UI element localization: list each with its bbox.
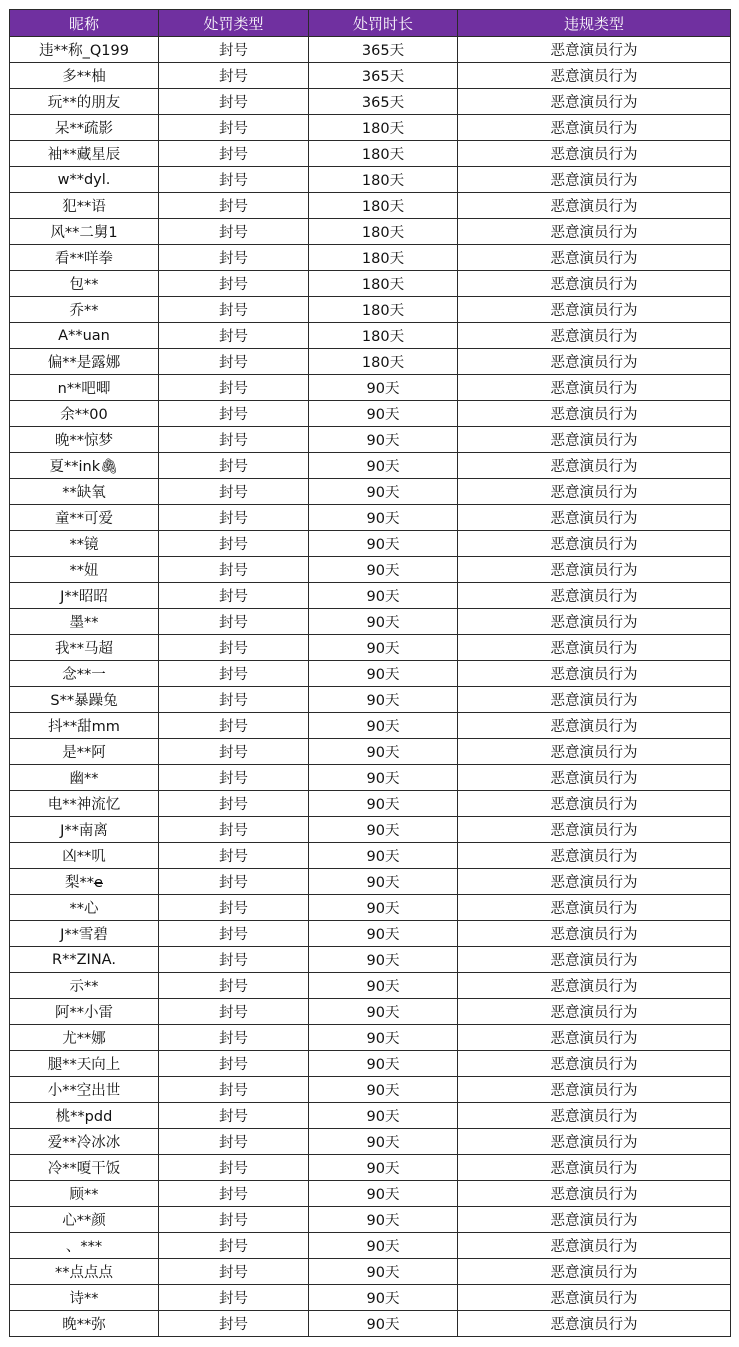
violation-type-cell: 恶意演员行为 [458, 1103, 731, 1129]
violation-type-cell: 恶意演员行为 [458, 791, 731, 817]
violation-type-cell: 恶意演员行为 [458, 271, 731, 297]
violation-type-cell: 恶意演员行为 [458, 765, 731, 791]
penalty-type-cell: 封号 [159, 557, 309, 583]
violation-type-cell: 恶意演员行为 [458, 349, 731, 375]
nickname-cell: 呆**疏影 [10, 115, 159, 141]
penalty-duration-cell: 180天 [309, 297, 458, 323]
violation-type-cell: 恶意演员行为 [458, 635, 731, 661]
penalty-type-cell: 封号 [159, 635, 309, 661]
penalty-duration-cell: 90天 [309, 479, 458, 505]
penalty-duration-cell: 180天 [309, 245, 458, 271]
table-row [10, 89, 731, 115]
violation-type-cell: 恶意演员行为 [458, 453, 731, 479]
nickname-cell: 夏**ink🖇 [10, 453, 159, 479]
violation-type-cell: 恶意演员行为 [458, 89, 731, 115]
table-row [10, 1285, 731, 1311]
nickname-cell: 顾** [10, 1181, 159, 1207]
nickname-cell: 念**一 [10, 661, 159, 687]
table-row [10, 895, 731, 921]
nickname-cell: w**dyl. [10, 167, 159, 193]
violation-type-cell: 恶意演员行为 [458, 1025, 731, 1051]
penalty-duration-cell: 90天 [309, 1129, 458, 1155]
penalty-type-cell: 封号 [159, 505, 309, 531]
penalty-type-cell: 封号 [159, 1259, 309, 1285]
nickname-cell: 墨** [10, 609, 159, 635]
penalty-duration-cell: 90天 [309, 635, 458, 661]
nickname-cell: 梨**e̶ [10, 869, 159, 895]
nickname-cell: 凶**叽 [10, 843, 159, 869]
violation-type-cell: 恶意演员行为 [458, 1155, 731, 1181]
violation-type-cell: 恶意演员行为 [458, 869, 731, 895]
penalty-type-cell: 封号 [159, 453, 309, 479]
penalty-type-cell: 封号 [159, 895, 309, 921]
header-nickname: 昵称 [10, 10, 159, 37]
violation-type-cell: 恶意演员行为 [458, 687, 731, 713]
nickname-cell: 包** [10, 271, 159, 297]
penalty-type-cell: 封号 [159, 1051, 309, 1077]
table-row [10, 583, 731, 609]
penalty-type-cell: 封号 [159, 1155, 309, 1181]
violation-type-cell: 恶意演员行为 [458, 401, 731, 427]
penalty-type-cell: 封号 [159, 1311, 309, 1337]
violation-type-cell: 恶意演员行为 [458, 193, 731, 219]
table-row [10, 973, 731, 999]
nickname-cell: 、*** [10, 1233, 159, 1259]
violation-type-cell: 恶意演员行为 [458, 609, 731, 635]
penalty-type-cell: 封号 [159, 609, 309, 635]
nickname-cell: 是**阿 [10, 739, 159, 765]
nickname-cell: 晚**惊梦 [10, 427, 159, 453]
table-row [10, 1129, 731, 1155]
violation-type-cell: 恶意演员行为 [458, 1285, 731, 1311]
nickname-cell: 抖**甜mm [10, 713, 159, 739]
nickname-cell: 风**二舅1 [10, 219, 159, 245]
table-row [10, 115, 731, 141]
violation-type-cell: 恶意演员行为 [458, 167, 731, 193]
table-row [10, 219, 731, 245]
table-row [10, 1103, 731, 1129]
table-row [10, 401, 731, 427]
violation-type-cell: 恶意演员行为 [458, 739, 731, 765]
penalty-type-cell: 封号 [159, 739, 309, 765]
nickname-cell: 袖**藏星辰 [10, 141, 159, 167]
violation-type-cell: 恶意演员行为 [458, 947, 731, 973]
penalty-duration-cell: 90天 [309, 1207, 458, 1233]
nickname-cell: **缺氧 [10, 479, 159, 505]
penalty-type-cell: 封号 [159, 661, 309, 687]
table-row [10, 687, 731, 713]
penalty-duration-cell: 90天 [309, 1311, 458, 1337]
penalty-type-cell: 封号 [159, 1285, 309, 1311]
violation-type-cell: 恶意演员行为 [458, 1207, 731, 1233]
penalty-duration-cell: 90天 [309, 427, 458, 453]
penalty-duration-cell: 90天 [309, 583, 458, 609]
penalty-duration-cell: 90天 [309, 1181, 458, 1207]
table-row [10, 1025, 731, 1051]
nickname-cell: 违**称_Q199 [10, 37, 159, 63]
header-penalty-type: 处罚类型 [159, 10, 309, 37]
table-row [10, 271, 731, 297]
table-row [10, 141, 731, 167]
penalty-type-cell: 封号 [159, 271, 309, 297]
violation-type-cell: 恶意演员行为 [458, 1181, 731, 1207]
penalty-type-cell: 封号 [159, 167, 309, 193]
nickname-cell: R**ZINA. [10, 947, 159, 973]
table-row [10, 531, 731, 557]
nickname-cell: 幽** [10, 765, 159, 791]
penalty-duration-cell: 90天 [309, 609, 458, 635]
penalty-duration-cell: 90天 [309, 531, 458, 557]
nickname-cell: 我**马超 [10, 635, 159, 661]
penalty-duration-cell: 90天 [309, 895, 458, 921]
header-penalty-duration: 处罚时长 [309, 10, 458, 37]
penalty-type-cell: 封号 [159, 843, 309, 869]
violation-type-cell: 恶意演员行为 [458, 583, 731, 609]
penalty-duration-cell: 90天 [309, 453, 458, 479]
violation-type-cell: 恶意演员行为 [458, 1077, 731, 1103]
violation-type-cell: 恶意演员行为 [458, 63, 731, 89]
penalty-type-cell: 封号 [159, 817, 309, 843]
violation-type-cell: 恶意演员行为 [458, 713, 731, 739]
penalty-duration-cell: 180天 [309, 349, 458, 375]
violation-type-cell: 恶意演员行为 [458, 375, 731, 401]
nickname-cell: 示** [10, 973, 159, 999]
penalty-duration-cell: 90天 [309, 661, 458, 687]
penalty-type-cell: 封号 [159, 323, 309, 349]
penalty-duration-cell: 90天 [309, 765, 458, 791]
table-row [10, 921, 731, 947]
penalty-duration-cell: 90天 [309, 401, 458, 427]
nickname-cell: J**雪碧 [10, 921, 159, 947]
nickname-cell: J**昭昭 [10, 583, 159, 609]
violation-type-cell: 恶意演员行为 [458, 1311, 731, 1337]
penalty-duration-cell: 90天 [309, 1233, 458, 1259]
table-row [10, 1155, 731, 1181]
table-row [10, 479, 731, 505]
penalty-type-cell: 封号 [159, 427, 309, 453]
violation-type-cell: 恶意演员行为 [458, 1259, 731, 1285]
penalty-type-cell: 封号 [159, 973, 309, 999]
penalty-duration-cell: 365天 [309, 89, 458, 115]
table-row [10, 323, 731, 349]
table-row [10, 63, 731, 89]
nickname-cell: 冷**嗄干饭 [10, 1155, 159, 1181]
penalty-duration-cell: 90天 [309, 713, 458, 739]
penalty-type-cell: 封号 [159, 89, 309, 115]
penalty-type-cell: 封号 [159, 1129, 309, 1155]
penalty-type-cell: 封号 [159, 1025, 309, 1051]
table-row [10, 193, 731, 219]
penalty-type-cell: 封号 [159, 37, 309, 63]
violation-type-cell: 恶意演员行为 [458, 817, 731, 843]
penalty-type-cell: 封号 [159, 401, 309, 427]
nickname-cell: 偏**是露娜 [10, 349, 159, 375]
penalty-duration-cell: 180天 [309, 141, 458, 167]
penalty-duration-cell: 90天 [309, 687, 458, 713]
penalty-type-cell: 封号 [159, 869, 309, 895]
table-row [10, 557, 731, 583]
penalty-duration-cell: 90天 [309, 869, 458, 895]
penalty-duration-cell: 90天 [309, 1077, 458, 1103]
penalty-duration-cell: 90天 [309, 791, 458, 817]
violation-type-cell: 恶意演员行为 [458, 557, 731, 583]
table-row [10, 167, 731, 193]
violation-type-cell: 恶意演员行为 [458, 895, 731, 921]
violation-type-cell: 恶意演员行为 [458, 1051, 731, 1077]
nickname-cell: J**南离 [10, 817, 159, 843]
penalty-type-cell: 封号 [159, 219, 309, 245]
table-row [10, 427, 731, 453]
table-row [10, 713, 731, 739]
penalty-duration-cell: 90天 [309, 1155, 458, 1181]
table-body [10, 37, 731, 1337]
penalty-duration-cell: 90天 [309, 1259, 458, 1285]
nickname-cell: 阿**小雷 [10, 999, 159, 1025]
table-header-row [10, 10, 731, 37]
table-row [10, 1181, 731, 1207]
penalty-type-cell: 封号 [159, 245, 309, 271]
penalty-type-cell: 封号 [159, 999, 309, 1025]
nickname-cell: n**吧唧 [10, 375, 159, 401]
penalty-duration-cell: 180天 [309, 219, 458, 245]
penalty-duration-cell: 90天 [309, 817, 458, 843]
penalty-duration-cell: 90天 [309, 973, 458, 999]
penalty-duration-cell: 90天 [309, 505, 458, 531]
penalty-type-cell: 封号 [159, 141, 309, 167]
nickname-cell: S**暴躁兔 [10, 687, 159, 713]
table-row [10, 1311, 731, 1337]
penalty-duration-cell: 90天 [309, 1025, 458, 1051]
penalty-type-cell: 封号 [159, 531, 309, 557]
violation-type-cell: 恶意演员行为 [458, 323, 731, 349]
penalty-type-cell: 封号 [159, 193, 309, 219]
table-row [10, 1051, 731, 1077]
violation-type-cell: 恶意演员行为 [458, 1129, 731, 1155]
nickname-cell: 童**可爱 [10, 505, 159, 531]
penalty-duration-cell: 180天 [309, 167, 458, 193]
penalty-type-cell: 封号 [159, 1233, 309, 1259]
penalty-type-cell: 封号 [159, 349, 309, 375]
penalty-type-cell: 封号 [159, 713, 309, 739]
penalty-duration-cell: 365天 [309, 37, 458, 63]
nickname-cell: 桃**pdd [10, 1103, 159, 1129]
nickname-cell: **点点点 [10, 1259, 159, 1285]
penalty-type-cell: 封号 [159, 687, 309, 713]
nickname-cell: 诗** [10, 1285, 159, 1311]
table-row [10, 375, 731, 401]
violation-type-cell: 恶意演员行为 [458, 505, 731, 531]
nickname-cell: **妞 [10, 557, 159, 583]
penalty-table-container [9, 9, 730, 1337]
table-row [10, 349, 731, 375]
nickname-cell: 玩**的朋友 [10, 89, 159, 115]
violation-type-cell: 恶意演员行为 [458, 531, 731, 557]
nickname-cell: 多**柚 [10, 63, 159, 89]
penalty-type-cell: 封号 [159, 297, 309, 323]
penalty-duration-cell: 90天 [309, 375, 458, 401]
penalty-type-cell: 封号 [159, 1181, 309, 1207]
penalty-type-cell: 封号 [159, 765, 309, 791]
nickname-cell: 看**咩拳 [10, 245, 159, 271]
table-row [10, 1259, 731, 1285]
penalty-duration-cell: 180天 [309, 323, 458, 349]
penalty-duration-cell: 90天 [309, 921, 458, 947]
penalty-duration-cell: 90天 [309, 557, 458, 583]
nickname-cell: 小**空出世 [10, 1077, 159, 1103]
violation-type-cell: 恶意演员行为 [458, 843, 731, 869]
violation-type-cell: 恶意演员行为 [458, 661, 731, 687]
penalty-type-cell: 封号 [159, 947, 309, 973]
penalty-duration-cell: 180天 [309, 193, 458, 219]
table-row [10, 869, 731, 895]
table-row [10, 1233, 731, 1259]
nickname-cell: **镜 [10, 531, 159, 557]
penalty-duration-cell: 365天 [309, 63, 458, 89]
penalty-duration-cell: 90天 [309, 1051, 458, 1077]
penalty-type-cell: 封号 [159, 63, 309, 89]
violation-type-cell: 恶意演员行为 [458, 921, 731, 947]
nickname-cell: **心 [10, 895, 159, 921]
violation-type-cell: 恶意演员行为 [458, 479, 731, 505]
table-row [10, 739, 731, 765]
table-row [10, 1207, 731, 1233]
violation-type-cell: 恶意演员行为 [458, 1233, 731, 1259]
penalty-duration-cell: 180天 [309, 271, 458, 297]
table-row [10, 843, 731, 869]
table-row [10, 635, 731, 661]
penalty-type-cell: 封号 [159, 921, 309, 947]
penalty-duration-cell: 90天 [309, 1285, 458, 1311]
table-row [10, 609, 731, 635]
violation-type-cell: 恶意演员行为 [458, 219, 731, 245]
nickname-cell: 心**颜 [10, 1207, 159, 1233]
table-row [10, 791, 731, 817]
violation-type-cell: 恶意演员行为 [458, 37, 731, 63]
penalty-duration-cell: 90天 [309, 1103, 458, 1129]
penalty-duration-cell: 90天 [309, 843, 458, 869]
penalty-type-cell: 封号 [159, 791, 309, 817]
penalty-duration-cell: 180天 [309, 115, 458, 141]
violation-type-cell: 恶意演员行为 [458, 973, 731, 999]
table-row [10, 1077, 731, 1103]
penalty-duration-cell: 90天 [309, 947, 458, 973]
penalty-type-cell: 封号 [159, 1077, 309, 1103]
penalty-type-cell: 封号 [159, 375, 309, 401]
violation-type-cell: 恶意演员行为 [458, 297, 731, 323]
table-row [10, 817, 731, 843]
table-row [10, 947, 731, 973]
penalty-type-cell: 封号 [159, 115, 309, 141]
penalty-duration-cell: 90天 [309, 999, 458, 1025]
nickname-cell: 腿**天向上 [10, 1051, 159, 1077]
nickname-cell: A**uan [10, 323, 159, 349]
penalty-type-cell: 封号 [159, 583, 309, 609]
nickname-cell: 电**神流忆 [10, 791, 159, 817]
violation-type-cell: 恶意演员行为 [458, 427, 731, 453]
violation-type-cell: 恶意演员行为 [458, 115, 731, 141]
nickname-cell: 犯**语 [10, 193, 159, 219]
violation-type-cell: 恶意演员行为 [458, 245, 731, 271]
header-violation-type: 违规类型 [458, 10, 731, 37]
table-row [10, 661, 731, 687]
penalty-type-cell: 封号 [159, 1103, 309, 1129]
table-row [10, 999, 731, 1025]
table-row [10, 453, 731, 479]
violation-type-cell: 恶意演员行为 [458, 141, 731, 167]
nickname-cell: 余**00 [10, 401, 159, 427]
penalty-type-cell: 封号 [159, 479, 309, 505]
nickname-cell: 爱**冷冰冰 [10, 1129, 159, 1155]
table-row [10, 505, 731, 531]
nickname-cell: 尤**娜 [10, 1025, 159, 1051]
nickname-cell: 晚**弥 [10, 1311, 159, 1337]
penalty-duration-cell: 90天 [309, 739, 458, 765]
penalty-type-cell: 封号 [159, 1207, 309, 1233]
table-row [10, 765, 731, 791]
penalty-table [9, 9, 731, 1337]
nickname-cell: 乔** [10, 297, 159, 323]
violation-type-cell: 恶意演员行为 [458, 999, 731, 1025]
table-row [10, 37, 731, 63]
table-row [10, 297, 731, 323]
table-row [10, 245, 731, 271]
